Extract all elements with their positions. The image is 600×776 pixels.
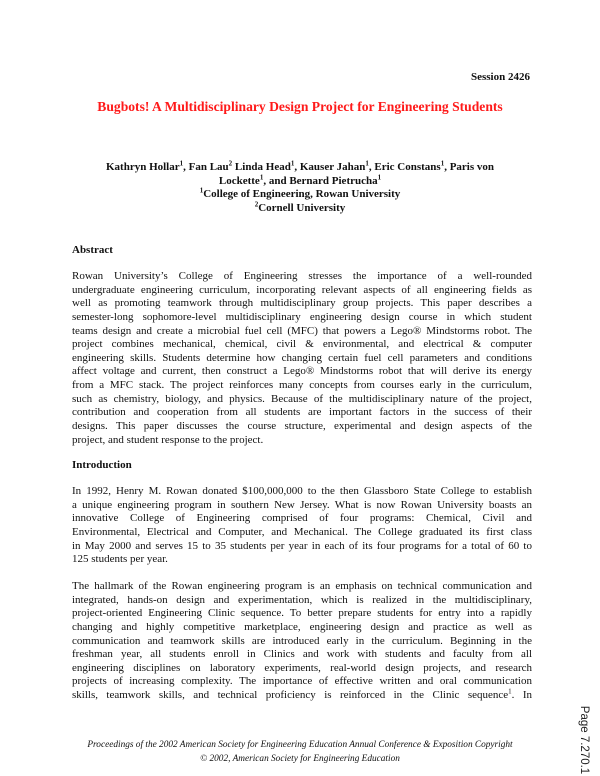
affiliation-marker: 1 xyxy=(179,159,184,168)
text-line: in May 2000 and serves 15 to 35 students per year in each of its four programs for a total of 60 to xyxy=(72,539,532,552)
text-line: changing and highly competitive marketplace, engineering design and practice as well as xyxy=(72,620,532,633)
text-fragment: skills, teamwork skills, and technical proficiency is reinforced in the Clinic sequence xyxy=(72,689,509,702)
text-line: teams design and create a microbial fuel cell (MFC) that powers a Lego® Mindstorms robot. The xyxy=(72,324,532,337)
text-line: integrated, hands-on design and experimentation, which is realized in the multidisciplinary, xyxy=(72,593,532,606)
affiliation-marker: 1 xyxy=(440,159,445,168)
footer xyxy=(0,739,600,766)
text-line: 125 students per year. xyxy=(72,553,168,566)
author-name: Lockette xyxy=(218,174,260,187)
paper-title: Bugbots! A Multidisciplinary Design Project for Engineering Students xyxy=(97,99,503,114)
affiliation-marker: 2 xyxy=(228,159,233,168)
affiliation-marker: 1 xyxy=(377,173,382,182)
text-line: well as promoting teamwork through multidisciplinary group projects. This paper describes a xyxy=(72,297,532,310)
introduction-paragraph-1 xyxy=(72,485,532,567)
author-block xyxy=(60,161,540,216)
text-fragment: 1 xyxy=(508,687,512,696)
text-fragment: . In xyxy=(511,689,532,702)
text-line: Rowan University’s College of Engineering stresses the importance of a well-rounded xyxy=(72,270,532,282)
text-line: communication and teamwork skills are introduced early in the curriculum. Beginning in the xyxy=(72,634,532,647)
text-line: In 1992, Henry M. Rowan donated $100,000,000 to the then Glassboro State College to establish xyxy=(72,485,532,497)
affiliation-marker: 1 xyxy=(290,159,295,168)
affiliation-marker: 1 xyxy=(365,159,369,168)
text-line: semester-long sophomore-level multidisciplinary engineering design course in which student xyxy=(72,310,532,323)
text-line: project-oriented Engineering Clinic sequence. To better prepare students for entry into a rapidly xyxy=(72,607,532,620)
text-line: such as chemistry, biology, and physics. Because of the multidisciplinary nature of the project, xyxy=(72,392,532,405)
author-name: Linda Head xyxy=(232,161,291,173)
text-line: designs. This paper discusses the course structure, experimental and design aspects of the xyxy=(72,420,532,433)
introduction-paragraph-2 xyxy=(72,580,532,703)
text-line: freshman year, all students enroll in Clinics and work with students and faculty from all xyxy=(72,648,532,661)
affiliation-marker: 1 xyxy=(199,186,204,195)
page-number: Page 7.270.1 xyxy=(578,705,590,775)
affiliation-marker: 1 xyxy=(259,173,264,182)
text-line xyxy=(72,689,532,703)
author-line-2 xyxy=(60,175,540,189)
text-line: engineering skills. Students determine how changing certain fuel cell parameters and conditions xyxy=(72,351,532,364)
affiliation-text: Cornell University xyxy=(258,202,346,215)
text-line: from a MFC stack. The project reinforces many concepts from courses early in the curriculum, xyxy=(72,379,532,392)
text-line: project combines mechanical, chemical, civil & environmental, and electrical & computer xyxy=(72,338,532,351)
text-line: affect voltage and current, then construct a Lego® Mindstorms robot that will derive its energy xyxy=(72,365,532,378)
author-name: , Fan Lau xyxy=(183,161,229,173)
text-line: engineering disciplines on laboratory experiments, real-world design projects, and research xyxy=(72,661,532,674)
affiliation-1 xyxy=(60,188,540,202)
author-name: , Paris von xyxy=(444,161,494,173)
affiliation-marker: 2 xyxy=(254,200,259,209)
text-line: a unique engineering program in southern New Jersey. What is now Rowan University boasts an xyxy=(72,498,532,511)
author-name: , Eric Constans xyxy=(368,161,441,173)
author-name: , and Bernard Pietrucha xyxy=(263,174,378,187)
author-name: , Kauser Jahan xyxy=(294,161,366,173)
affiliation-2 xyxy=(60,202,540,216)
text-line: undergraduate engineering curriculum, incorporating relevant aspects of all engineering fields as xyxy=(72,283,532,296)
abstract-heading: Abstract xyxy=(72,244,113,256)
text-line: contribution and cooperation from all students are important factors in the success of their xyxy=(72,406,532,419)
footer-copyright: © 2002, American Society for Engineering Education xyxy=(200,753,400,764)
text-line: The hallmark of the Rowan engineering program is an emphasis on technical communication and xyxy=(72,580,532,592)
affiliation-text: College of Engineering, Rowan University xyxy=(203,188,401,201)
introduction-heading: Introduction xyxy=(72,459,132,471)
session-number: Session 2426 xyxy=(471,71,530,83)
abstract-body xyxy=(72,270,532,447)
author-line-1 xyxy=(60,161,540,175)
text-line: project, and student response to the project. xyxy=(72,433,264,446)
text-line: Environmental, Electrical and Computer, and Mechanical. The College graduated its first class xyxy=(72,525,532,538)
author-name: Kathryn Hollar xyxy=(105,161,180,173)
text-line: innovative College of Engineering comprised of four programs: Chemical, Civil and xyxy=(72,512,532,525)
text-line: projects of increasing complexity. The importance of effective written and oral communication xyxy=(72,675,532,688)
footer-proceedings: Proceedings of the 2002 American Society for Engineering Education Annual Conference & Exposition Copyright xyxy=(87,740,513,750)
